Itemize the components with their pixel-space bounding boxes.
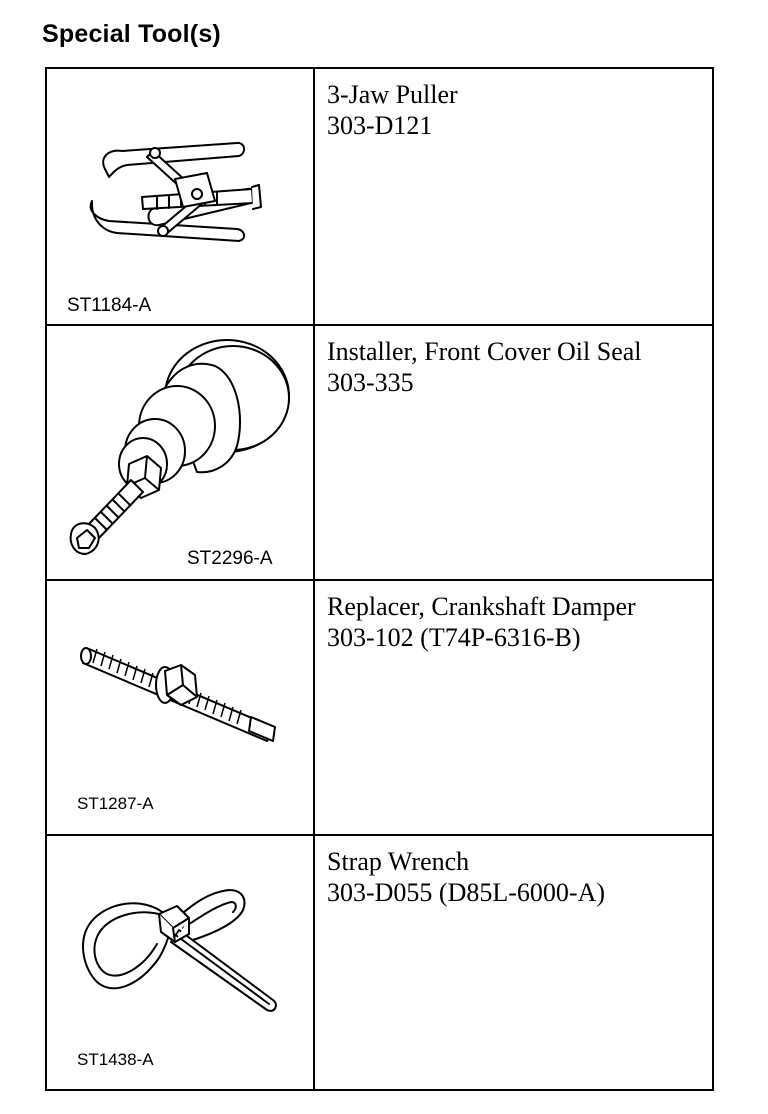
tool-illustration-cell <box>47 326 315 579</box>
illustration-code: ST1438-A <box>77 1050 154 1069</box>
three-jaw-puller-icon <box>47 69 313 322</box>
oil-seal-installer-icon <box>47 326 313 579</box>
tool-name: Strap Wrench <box>327 847 470 876</box>
page-title: Special Tool(s) <box>42 20 221 48</box>
tool-illustration-cell <box>47 69 315 324</box>
tool-number: 303-335 <box>327 368 414 397</box>
tool-number: 303-D121 <box>327 111 433 140</box>
tool-description <box>327 336 704 398</box>
table-row <box>47 324 712 579</box>
table-row <box>47 579 712 834</box>
illustration-code: ST2296-A <box>187 548 273 569</box>
tool-name: Installer, Front Cover Oil Seal <box>327 337 642 366</box>
tool-number: 303-102 (T74P-6316-B) <box>327 623 581 652</box>
illustration-code: ST1287-A <box>77 794 154 813</box>
tool-illustration-cell <box>47 581 315 834</box>
tool-description <box>327 846 704 908</box>
tool-name: 3-Jaw Puller <box>327 80 458 109</box>
table-row <box>47 69 712 324</box>
tool-description <box>327 79 704 141</box>
tool-illustration-cell <box>47 836 315 1089</box>
tool-name: Replacer, Crankshaft Damper <box>327 592 636 621</box>
illustration-code: ST1184-A <box>67 295 152 316</box>
tool-number: 303-D055 (D85L-6000-A) <box>327 878 606 907</box>
tool-description <box>327 591 704 653</box>
special-tools-table <box>45 67 714 1091</box>
table-row <box>47 834 712 1089</box>
